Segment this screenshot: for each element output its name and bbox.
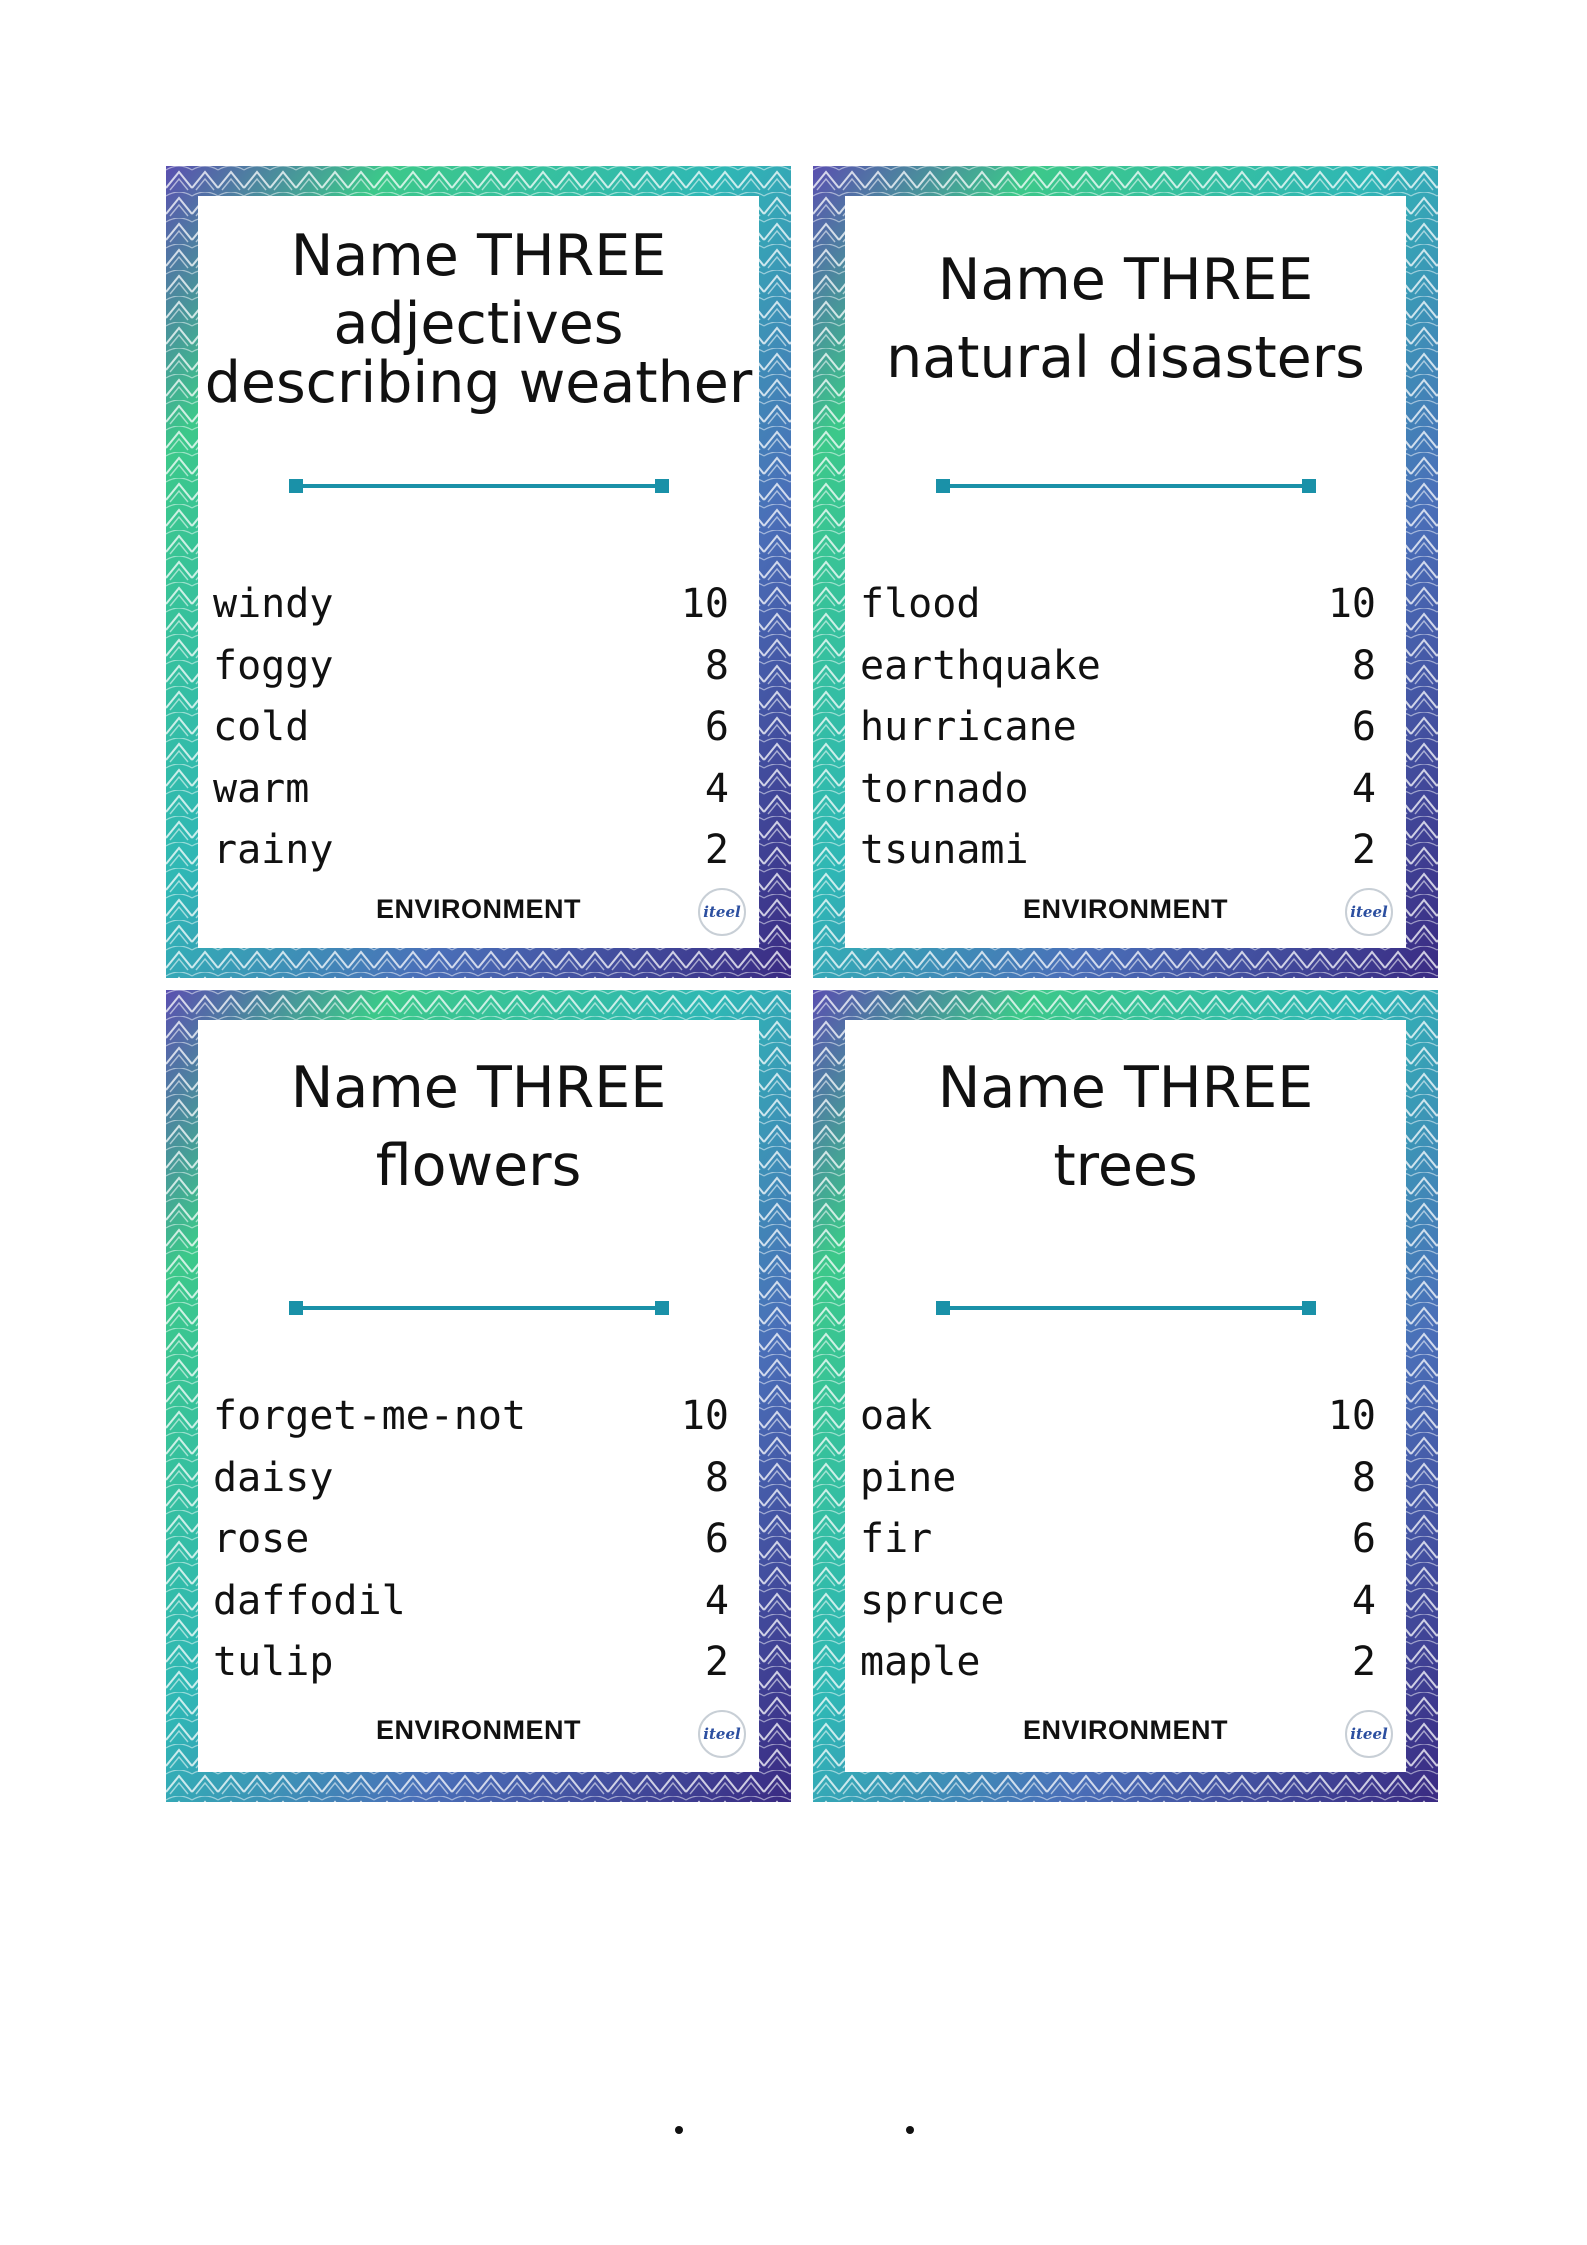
- answer-row: [860, 1448, 1376, 1510]
- category-label: ENVIRONMENT: [375, 1715, 581, 1745]
- answer-points: 4: [1351, 765, 1376, 812]
- answer-points: 8: [1351, 642, 1376, 689]
- card-title-line: Name THREE: [937, 247, 1314, 313]
- answer-points: 10: [680, 1393, 729, 1439]
- card-weather-adjectives: [166, 166, 791, 978]
- answer-points: 10: [1327, 1393, 1376, 1439]
- logo-text: iteel: [1350, 903, 1388, 921]
- card-title: [845, 247, 1406, 392]
- card-inner: [198, 196, 759, 948]
- answer-points: 2: [704, 1639, 729, 1685]
- answer-row: [213, 1509, 729, 1571]
- answer-row: [213, 759, 729, 821]
- answer-points: 2: [1351, 827, 1376, 873]
- answer-word: tornado: [860, 765, 1029, 812]
- answer-points: 2: [704, 827, 729, 873]
- divider: [289, 479, 669, 493]
- answer-row: [213, 820, 729, 882]
- answer-row: [860, 574, 1376, 636]
- answer-row: [213, 1632, 729, 1694]
- card-natural-disasters: [813, 166, 1438, 978]
- answer-list: [213, 1386, 729, 1694]
- answer-word: forget-me-not: [213, 1393, 527, 1439]
- answer-row: [860, 697, 1376, 759]
- answer-points: 8: [1351, 1454, 1376, 1501]
- answer-word: daffodil: [213, 1577, 406, 1624]
- answer-word: hurricane: [860, 704, 1077, 750]
- answer-row: [860, 1632, 1376, 1694]
- card-title-line: flowers: [375, 1133, 582, 1200]
- answer-row: [860, 1571, 1376, 1633]
- logo-icon: [1345, 888, 1393, 936]
- answer-word: spruce: [860, 1577, 1005, 1624]
- category-label: ENVIRONMENT: [1022, 1715, 1228, 1745]
- card-title-line: describing weather: [204, 349, 753, 416]
- answer-word: fir: [860, 1516, 933, 1562]
- logo-icon: [698, 1710, 746, 1758]
- answer-points: 8: [704, 1454, 729, 1501]
- card-title-line: trees: [1053, 1133, 1198, 1200]
- answer-row: [213, 636, 729, 698]
- answer-row: [213, 574, 729, 636]
- category-label: ENVIRONMENT: [1022, 894, 1228, 924]
- answer-word: tulip: [213, 1639, 334, 1685]
- answer-word: foggy: [213, 642, 334, 689]
- divider: [936, 479, 1316, 493]
- answer-row: [860, 820, 1376, 882]
- answer-row: [860, 759, 1376, 821]
- answer-points: 2: [1351, 1639, 1376, 1685]
- answer-list: [860, 1386, 1376, 1694]
- answer-row: [213, 1448, 729, 1510]
- answer-word: cold: [213, 704, 310, 750]
- answer-row: [213, 1571, 729, 1633]
- answer-points: 4: [704, 1577, 729, 1624]
- answer-word: maple: [860, 1639, 981, 1685]
- dot-mark: [675, 2126, 683, 2134]
- card-title-line: Name THREE: [290, 223, 667, 289]
- card-inner: [845, 1020, 1406, 1772]
- answer-word: pine: [860, 1454, 957, 1501]
- logo-text: iteel: [703, 903, 741, 921]
- answer-points: 4: [704, 765, 729, 812]
- card-title-line: Name THREE: [290, 1055, 667, 1121]
- dot-mark: [906, 2126, 914, 2134]
- card-title-line: adjectives: [333, 291, 624, 358]
- card-inner: [845, 196, 1406, 948]
- answer-points: 4: [1351, 1577, 1376, 1624]
- card-inner: [198, 1020, 759, 1772]
- answer-row: [860, 636, 1376, 698]
- logo-icon: [1345, 1710, 1393, 1758]
- answer-word: windy: [213, 581, 334, 627]
- logo-icon: [698, 888, 746, 936]
- category-label: ENVIRONMENT: [375, 894, 581, 924]
- answer-row: [860, 1509, 1376, 1571]
- answer-list: [860, 574, 1376, 882]
- answer-word: flood: [860, 581, 981, 627]
- answer-points: 6: [1351, 1516, 1376, 1562]
- answer-list: [213, 574, 729, 882]
- answer-points: 8: [704, 642, 729, 689]
- logo-text: iteel: [703, 1725, 741, 1743]
- answer-word: tsunami: [860, 827, 1029, 873]
- answer-word: rose: [213, 1516, 310, 1562]
- logo-text: iteel: [1350, 1725, 1388, 1743]
- card-title: [198, 1055, 759, 1200]
- answer-row: [860, 1386, 1376, 1448]
- card-title-line: Name THREE: [937, 1055, 1314, 1121]
- answer-points: 10: [680, 581, 729, 627]
- card-title: [845, 1055, 1406, 1200]
- answer-row: [213, 697, 729, 759]
- card-flowers: [166, 990, 791, 1802]
- divider: [936, 1301, 1316, 1315]
- answer-word: daisy: [213, 1454, 334, 1501]
- answer-points: 6: [704, 704, 729, 750]
- answer-points: 10: [1327, 581, 1376, 627]
- answer-points: 6: [1351, 704, 1376, 750]
- answer-word: warm: [213, 765, 310, 812]
- answer-points: 6: [704, 1516, 729, 1562]
- divider: [289, 1301, 669, 1315]
- answer-word: oak: [860, 1393, 933, 1439]
- card-trees: [813, 990, 1438, 1802]
- answer-row: [213, 1386, 729, 1448]
- answer-word: rainy: [213, 827, 334, 873]
- card-title: [198, 223, 759, 416]
- card-title-line: natural disasters: [886, 325, 1365, 392]
- answer-word: earthquake: [860, 642, 1101, 689]
